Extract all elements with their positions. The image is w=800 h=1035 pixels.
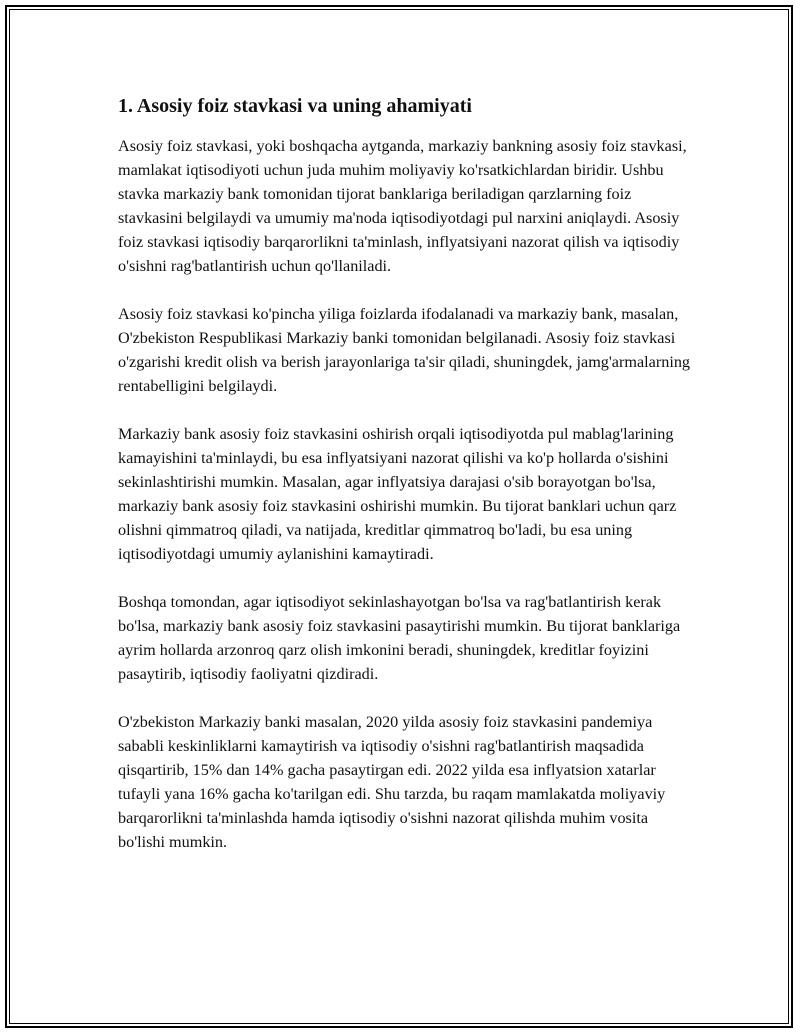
paragraph-2: Asosiy foiz stavkasi ko'pincha yiliga foizlarda ifodalanadi va markaziy bank, masalan, O'zbekiston Respublikasi Markaziy banki tomonidan belgilanadi. Asosiy foiz stavkasi o'zgarishi kredit olish va berish jarayonlariga ta'sir qiladi, shuningdek, jamg'armalarning rentabelligini belgilaydi. xyxy=(118,305,691,395)
paragraph-1: Asosiy foiz stavkasi, yoki boshqacha aytganda, markaziy bankning asosiy foiz stavkasi, mamlakat iqtisodiyoti uchun juda muhim moliyaviy ko'rsatkichlardan biridir. Ushbu stavka markaziy bank tomonidan tijorat banklariga beriladigan qarzlarning foiz stavkasini belgilaydi va umumiy ma'noda iqtisodiyotdagi pul narxini aniqlaydi. Asosiy foiz stavkasi iqtisodiy barqarorlikni ta'minlash, inflyatsiyani nazorat qilish va iqtisodiy o'sishni rag'batlantirish uchun qo'llaniladi. xyxy=(118,137,687,275)
paragraph-5: O'zbekiston Markaziy banki masalan, 2020 yilda asosiy foiz stavkasini pandemiya sababli keskinliklarni kamaytirish va iqtisodiy o'sishni rag'batlantirish maqsadida qisqartirib, 15% dan 14% gacha pasaytirgan edi. 2022 yilda esa inflyatsion xatarlar tufayli yana 16% gacha ko'tarilgan edi. Shu tarzda, bu raqam mamlakatda moliyaviy barqarorlikni ta'minlashda hamda iqtisodiy o'sishni nazorat qilishda muhim vosita bo'lishi mumkin. xyxy=(118,713,666,851)
paragraph-4: Boshqa tomondan, agar iqtisodiyot sekinlashayotgan bo'lsa va rag'batlantirish kerak bo'lsa, markaziy bank asosiy foiz stavkasini pasaytirishi mumkin. Bu tijorat banklariga ayrim hollarda arzonroq qarz olish imkonini beradi, shuningdek, kreditlar foyizini pasaytirib, iqtisodiy faoliyatni qizdiradi. xyxy=(118,593,681,683)
document-body xyxy=(118,92,690,878)
paragraph-3: Markaziy bank asosiy foiz stavkasini oshirish orqali iqtisodiyotda pul mablag'larining kamayishini ta'minlaydi, bu esa inflyatsiyani nazorat qilishi va ko'p hollarda o'sishini sekinlashtirishi mumkin. Masalan, agar inflyatsiya darajasi o'sib borayotgan bo'lsa, markaziy bank asosiy foiz stavkasini oshirishi mumkin. Bu tijorat banklari uchun qarz olishni qimmatroq qiladi, va natijada, kreditlar qimmatroq bo'ladi, bu esa uning iqtisodiyotdagi umumiy aylanishini kamaytiradi. xyxy=(118,425,677,563)
section-heading: 1. Asosiy foiz stavkasi va uning ahamiyati xyxy=(118,95,472,117)
